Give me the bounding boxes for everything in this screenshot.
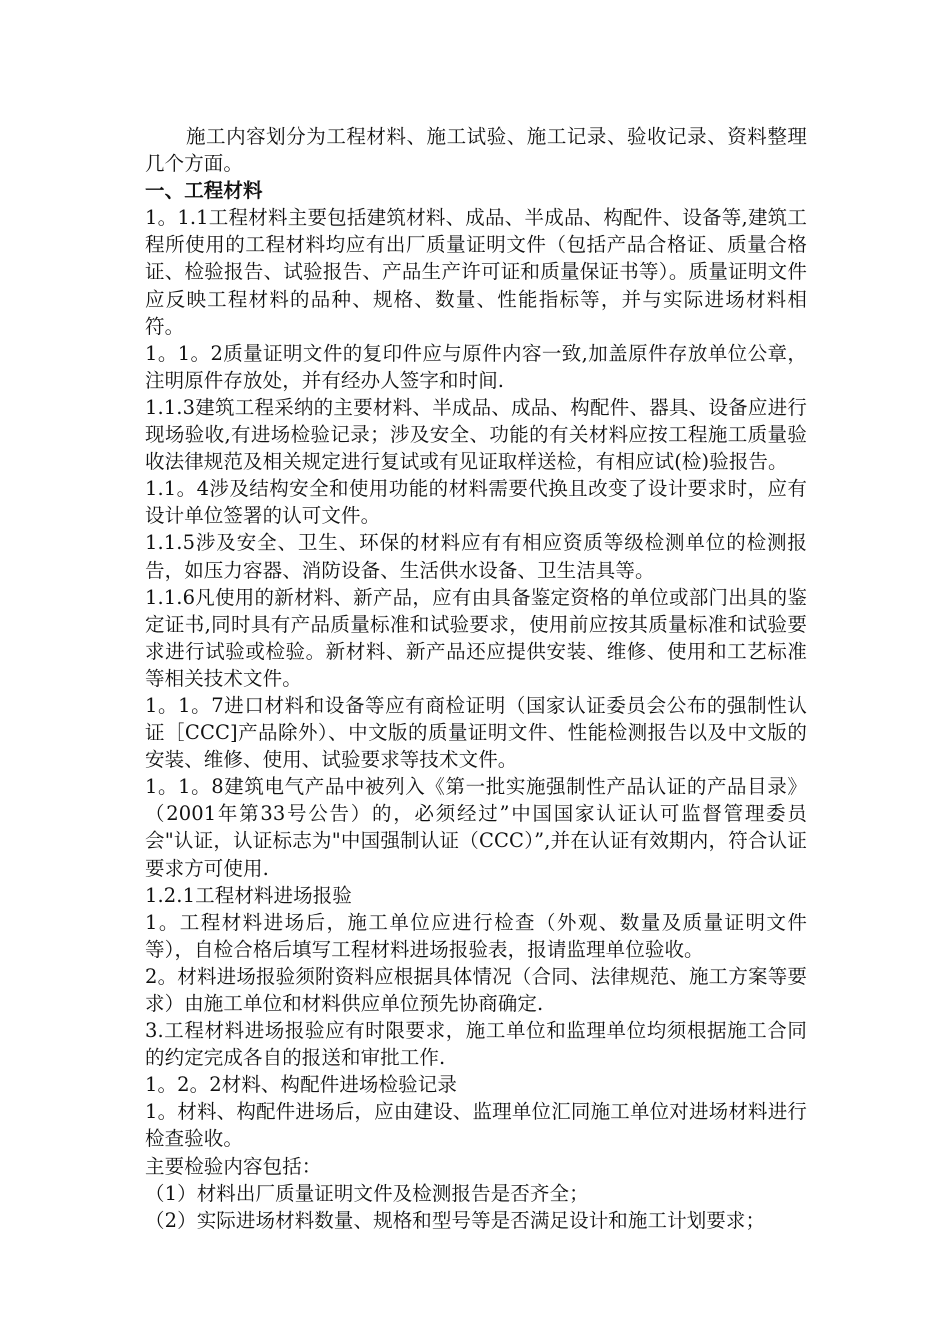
section-heading: 一、工程材料 xyxy=(145,179,263,203)
inspection-item-1: （1）材料出厂质量证明文件及检测报告是否齐全； xyxy=(145,1181,589,1205)
subheading-1-2-2: 1。2。2材料、构配件进场检验记录 xyxy=(145,1073,457,1097)
paragraph-1-1-1: 1。1.1工程材料主要包括建筑材料、成品、半成品、构配件、设备等,建筑工程所使用的工程材料均应有出厂质量证明文件（包括产品合格证、质量合格证、检验报告、试验报告、产品生产许可证和质量保证书等）。质量证明文件应反映工程材料的品种、规格、数量、性能指标等，并与实际进场材料相符。 xyxy=(145,206,807,338)
paragraph-1-1-4: 1.1。4涉及结构安全和使用功能的材料需要代换且改变了设计要求时，应有设计单位签署的认可文件。 xyxy=(145,477,807,528)
paragraph-1-1-5: 1.1.5涉及安全、卫生、环保的材料应有有相应资质等级检测单位的检测报告，如压力容器、消防设备、生活供水设备、卫生洁具等。 xyxy=(145,531,807,582)
list-item-inspection: 1。材料、构配件进场后，应由建设、监理单位汇同施工单位对进场材料进行检查验收。 xyxy=(145,1100,807,1151)
paragraph-1-1-7: 1。1。7进口材料和设备等应有商检证明（国家认证委员会公布的强制性认证［CCC]产品除外）、中文版的质量证明文件、性能检测报告以及中文版的安装、维修、使用、试验要求等技术文件。 xyxy=(145,693,807,772)
inspection-item-2: （2）实际进场材料数量、规格和型号等是否满足设计和施工计划要求； xyxy=(145,1208,766,1232)
list-item-3: 3.工程材料进场报验应有时限要求，施工单位和监理单位均须根据施工合同的约定完成各自的报送和审批工作. xyxy=(145,1019,807,1070)
intro-paragraph: 施工内容划分为工程材料、施工试验、施工记录、验收记录、资料整理几个方面。 xyxy=(145,125,807,176)
paragraph-1-1-3: 1.1.3建筑工程采纳的主要材料、半成品、成品、构配件、器具、设备应进行现场验收,有进场检验记录；涉及安全、功能的有关材料应按工程施工质量验收法律规范及相关规定进行复试或有见证取样送检，有相应试(检)验报告。 xyxy=(145,395,807,474)
paragraph-1-1-6: 1.1.6凡使用的新材料、新产品，应有由具备鉴定资格的单位或部门出具的鉴定证书,同时具有产品质量标准和试验要求，使用前应按其质量标准和试验要求进行试验或检验。新材料、新产品还应提供安装、维修、使用和工艺标准等相关技术文件。 xyxy=(145,585,807,690)
paragraph-1-1-2: 1。1。2质量证明文件的复印件应与原件内容一致,加盖原件存放单位公章，注明原件存放处，并有经办人签字和时间. xyxy=(145,341,807,392)
document-page xyxy=(145,123,807,1234)
paragraph-1-1-8: 1。1。8建筑电气产品中被列入《第一批实施强制性产品认证的产品目录》（2001年第33号公告）的，必须经过”中国国家认证认可监督管理委员会"认证，认证标志为"中国强制认证（CCC）”,并在认证有效期内，符合认证要求方可使用. xyxy=(145,775,807,880)
subheading-1-2-1: 1.2.1工程材料进场报验 xyxy=(145,883,352,907)
list-item-2: 2。材料进场报验须附资料应根据具体情况（合同、法律规范、施工方案等要求）由施工单位和材料供应单位预先协商确定. xyxy=(145,964,807,1015)
list-item-1: 1。工程材料进场后，施工单位应进行检查（外观、数量及质量证明文件等），自检合格后填写工程材料进场报验表，报请监理单位验收。 xyxy=(145,910,807,961)
inspection-contents-label: 主要检验内容包括： xyxy=(145,1154,322,1178)
